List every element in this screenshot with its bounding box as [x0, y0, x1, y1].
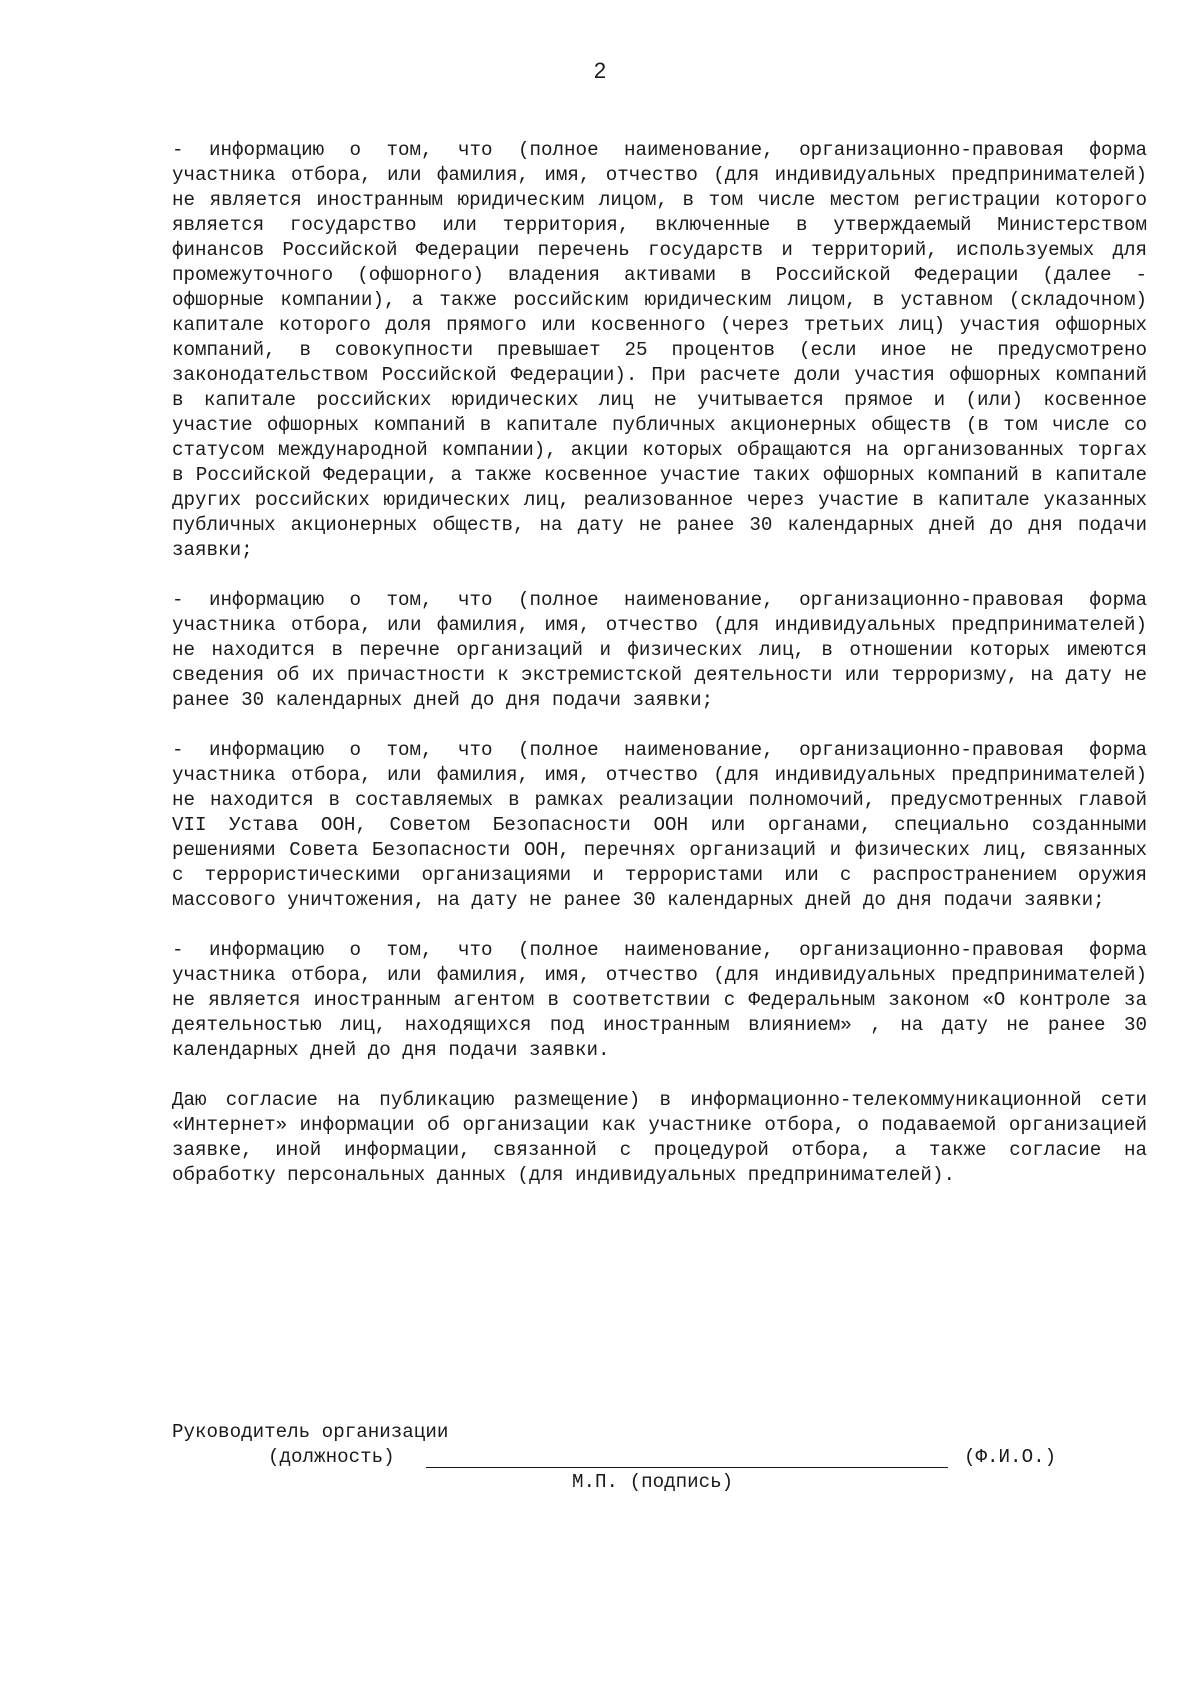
signature-block [172, 1420, 1147, 1493]
signature-row [172, 1445, 1147, 1493]
signature-line [426, 1467, 948, 1468]
paragraph-foreign-agent-info: - информацию о том, что (полное наименование, организационно-правовая форма участника отбора, или фамилия, имя, отчество (для индивидуальных предпринимателей) не является иностранным агентом в соответствии с Федеральным законом «О контроле за деятельностью лиц, находящихся под иностранным влиянием» , на дату не ранее 30 календарных дней до дня подачи заявки. [172, 939, 1147, 1061]
paragraph-consent: Даю согласие на публикацию размещение) в информационно-телекоммуникационной сети «Интернет» информации об организации как участнике отбора, о подаваемой организацией заявке, иной информации, связанной с процедурой отбора, а также согласие на обработку персональных данных (для индивидуальных предпринимателей). [172, 1089, 1147, 1186]
page-number: 2 [593, 58, 607, 83]
paragraph-extremism-info: - информацию о том, что (полное наименование, организационно-правовая форма участника отбора, или фамилия, имя, отчество (для индивидуальных предпринимателей) не находится в перечне организаций и физических лиц, в отношении которых имеются сведения об их причастности к экстремистской деятельности или терроризму, на дату не ранее 30 календарных дней до дня подачи заявки; [172, 589, 1147, 711]
paragraph-offshore-info: - информацию о том, что (полное наименование, организационно-правовая форма участника отбора, или фамилия, имя, отчество (для индивидуальных предпринимателей) не является иностранным юридическим лицом, в том числе местом регистрации которого является государство или территория, включенные в утверждаемый Министерством финансов Российской Федерации перечень государств и территорий, используемых для промежуточного (офшорного) владения активами в Российской Федерации (далее - офшорные компании), а также российским юридическим лицом, в уставном (складочном) капитале которого доля прямого или косвенного (через третьих лиц) участия офшорных компаний, в совокупности превышает 25 процентов (если иное не предусмотрено законодательством Российской Федерации). При расчете доли участия офшорных компаний в капитале российских юридических лиц не учитывается прямое и (или) косвенное участие офшорных компаний в капитале публичных акционерных обществ (в том числе со статусом международной компании), акции которых обращаются на организованных торгах в Российской Федерации, а также косвенное участие таких офшорных компаний в капитале других российских юридических лиц, реализованное через участие в капитале указанных публичных акционерных обществ, на дату не ранее 30 календарных дней до дня подачи заявки; [172, 139, 1147, 561]
stamp-signature-label: М.П. (подпись) [572, 1471, 734, 1493]
paragraph-un-sanctions-info: - информацию о том, что (полное наименование, организационно-правовая форма участника отбора, или фамилия, имя, отчество (для индивидуальных предпринимателей) не находится в составляемых в рамках реализации полномочий, предусмотренных главой VII Устава ООН, Советом Безопасности ООН или органами, специально созданными решениями Совета Безопасности ООН, перечнях организаций и физических лиц, связанных с террористическими организациями и террористами или с распространением оружия массового уничтожения, на дату не ранее 30 календарных дней до дня подачи заявки; [172, 739, 1147, 911]
position-label: (должность) [268, 1446, 395, 1468]
signature-role: Руководитель организации [172, 1421, 449, 1443]
name-label: (Ф.И.О.) [964, 1446, 1057, 1468]
document-body [172, 138, 1147, 1213]
